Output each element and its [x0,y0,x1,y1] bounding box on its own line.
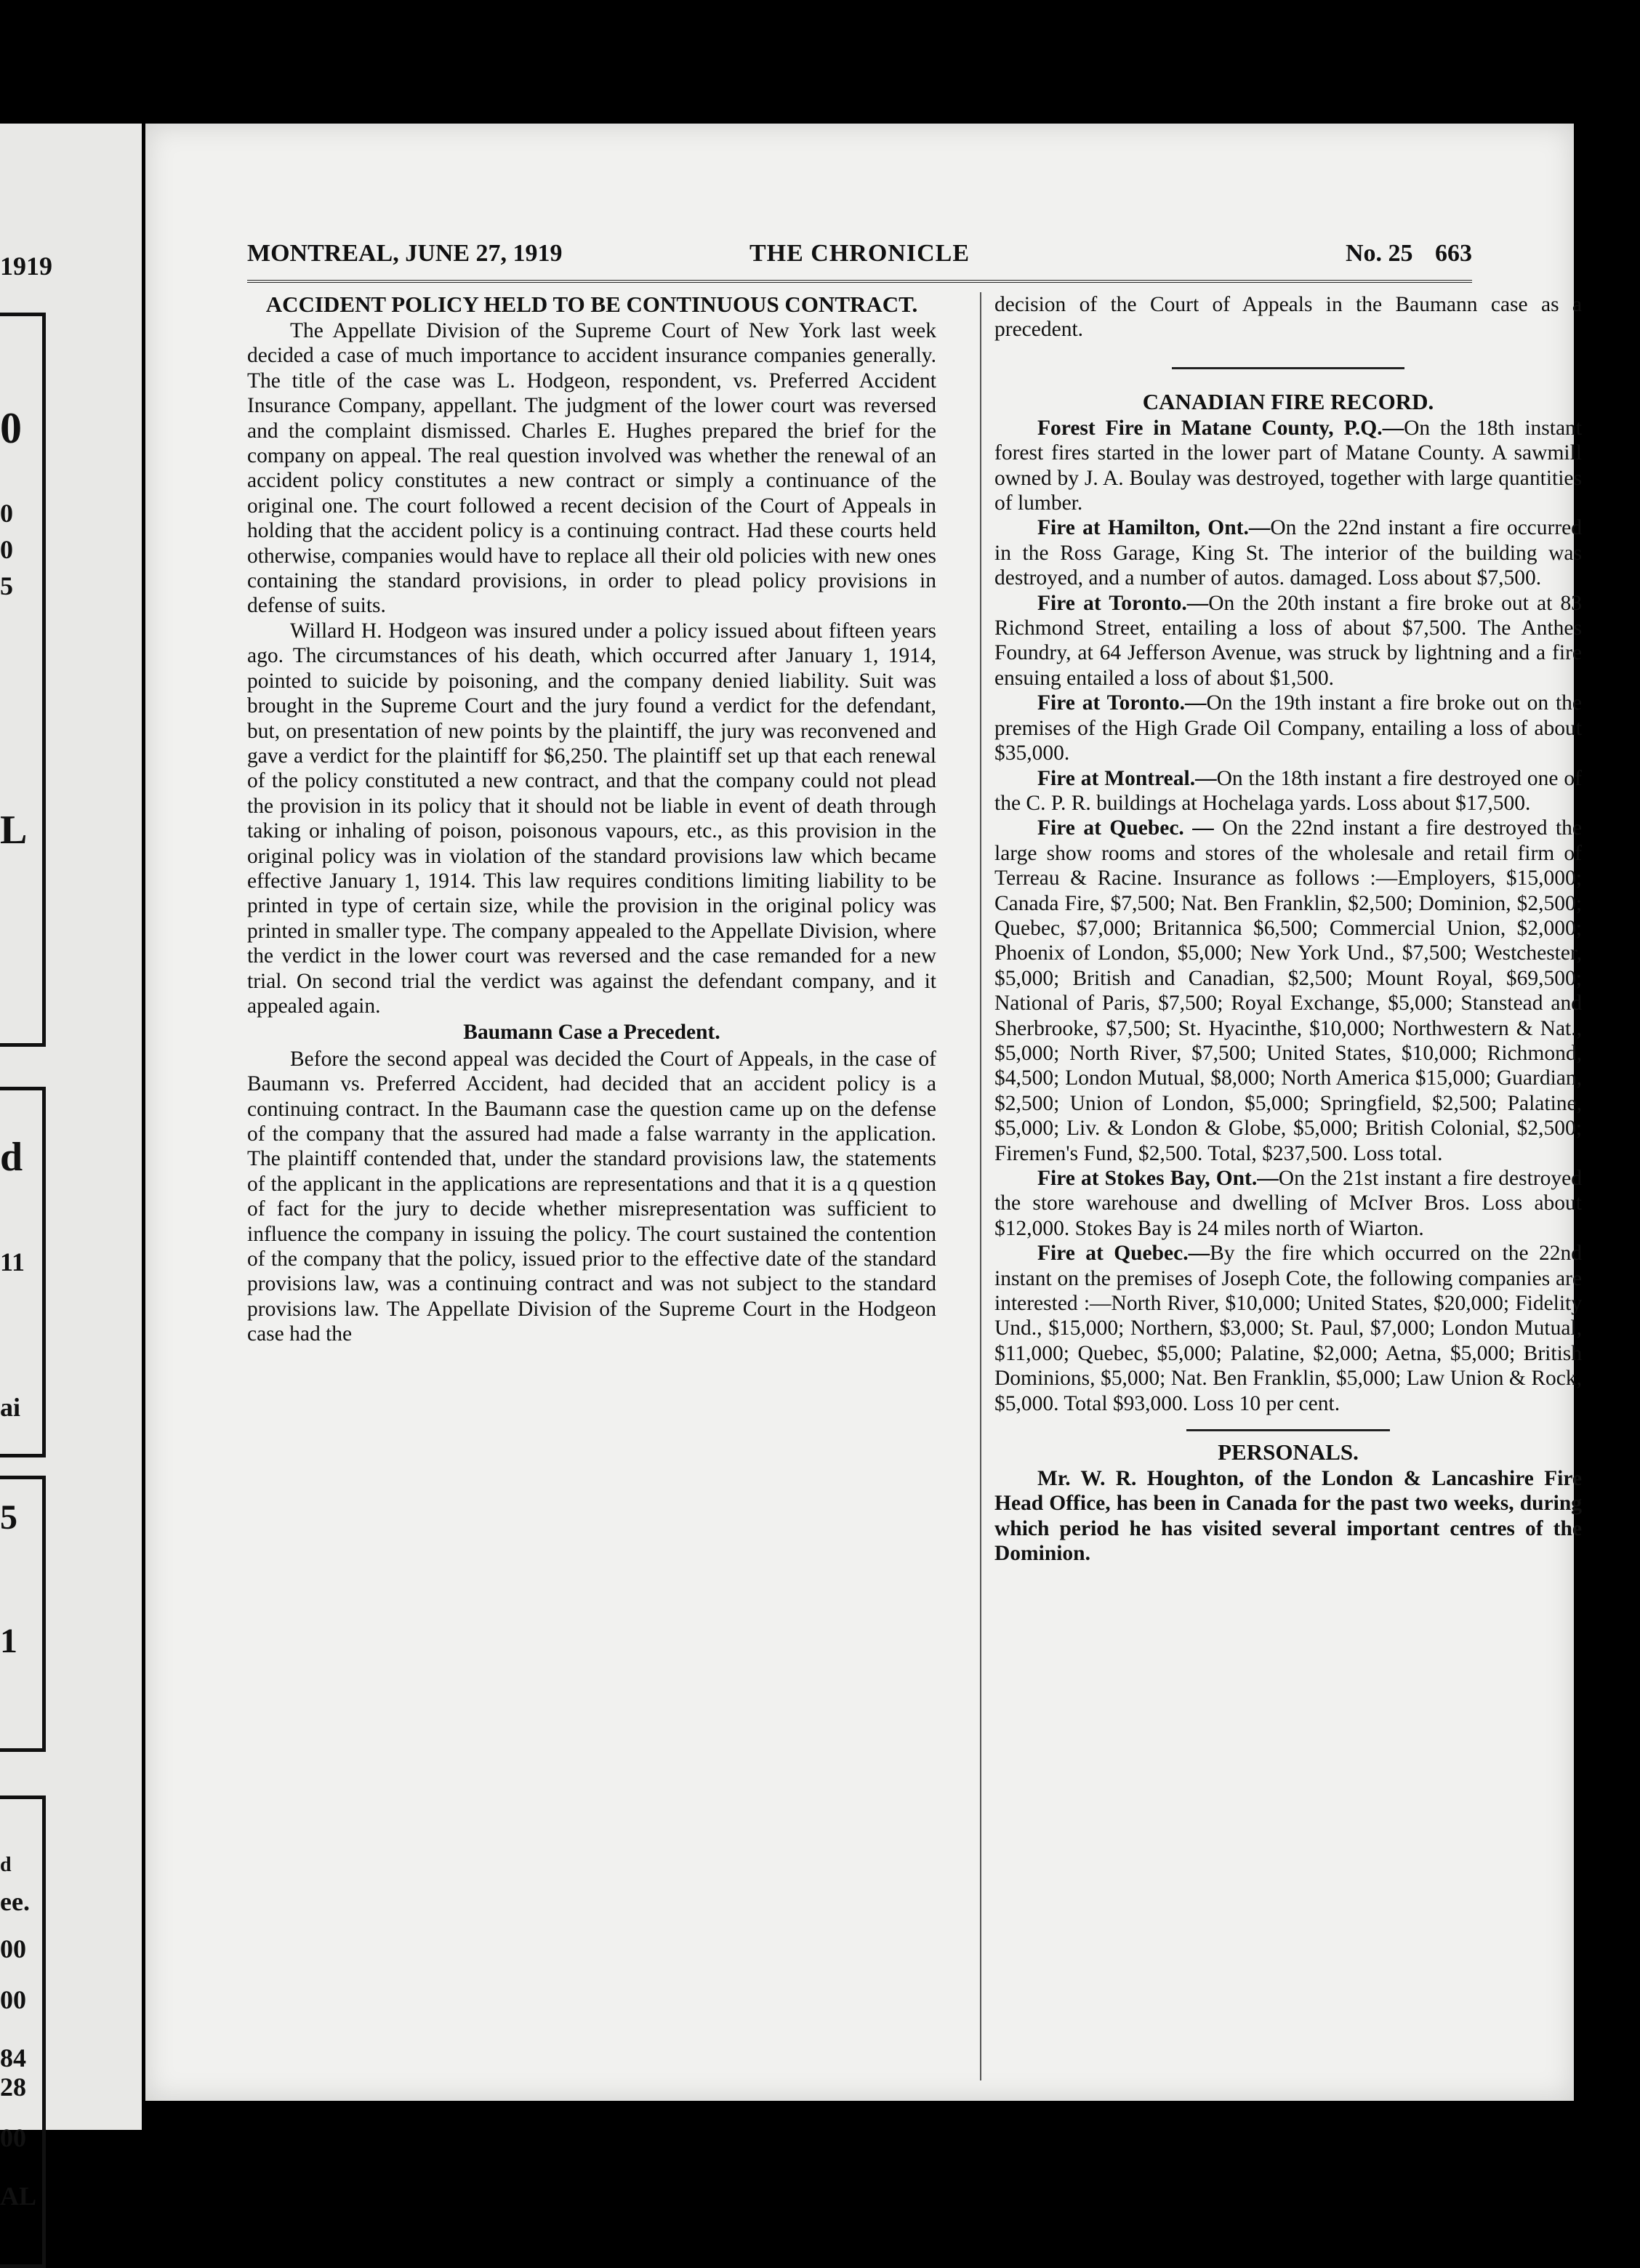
fire-item-lead: Fire at Montreal.— [1037,766,1217,790]
fire-item [994,1166,1582,1241]
fire-record-title: CANADIAN FIRE RECORD. [1142,388,1434,414]
strip-fragment: ee. [0,1887,30,1916]
strip-fragment: AL [0,2181,37,2211]
fire-item [994,1241,1582,1416]
strip-fragment: 1919 [0,252,52,281]
strip-fragment: 5 [0,571,13,600]
fire-item-lead: Fire at Stokes Bay, Ont.— [1037,1167,1279,1190]
fire-item [994,416,1582,516]
fire-item [994,691,1582,765]
fire-item-lead: Fire at Quebec. — [1037,816,1223,840]
section-rule [1186,1429,1390,1431]
fire-item-text: On the 19th instant a fire broke out on the premises of the High Grade Oil Company, entailing a loss of about $35,000. [994,691,1583,765]
header-page-number: 663 [1435,240,1472,267]
strip-fragment: 00 [0,1934,26,1963]
fire-item-text: On the 20th instant a fire broke out at 83 Richmond Street, entailing a loss of about $7,500. The Anthes Foundry, at 64 Jefferson Avenue, was struck by lightning and a fire ensuing entailed a loss of about $1,500. [994,591,1582,690]
header-title: THE CHRONICLE [749,240,970,267]
fire-item-lead: Forest Fire in Matane County, P.Q.— [1037,416,1404,440]
right-column [994,292,1582,1567]
fire-item-text: On the 18th instant forest fires started in the lower part of Matane County. A sawmill owned by J. A. Boulay was destroyed, together with large quantities of lumber. [994,416,1582,515]
strip-fragment: d [0,1135,23,1180]
fire-item-lead: Fire at Toronto.— [1037,691,1207,715]
fire-item [994,766,1582,816]
fire-item [994,515,1582,590]
strip-fragment: d [0,1854,12,1876]
strip-fragment: 00 [0,2123,26,2152]
fire-item-text: On the 21st instant a fire destroyed the store warehouse and dwelling of McIver Bros. Loss about $12,000. Stokes Bay is 24 miles north of Wiarton. [994,1167,1582,1240]
strip-fragment: 0 [0,499,13,528]
strip-fragment: 00 [0,1985,26,2014]
section-rule [1172,367,1404,369]
strip-fragment: 11 [0,1247,25,1276]
strip-fragment: 28 [0,2072,26,2102]
fire-item-text: On the 22nd instant a fire occurred in the Ross Garage, King St. The interior of the building was destroyed, and a number of autos. damaged. Loss about $7,500. [994,516,1583,590]
fire-item-text: On the 22nd instant a fire destroyed the large show rooms and stores of the wholesale and retail firm of Terreau & Racine. Insurance as follows :—Employers, $15,000; Canada Fire, $7,500; Nat. Ben Franklin, $2,500; Dominion, $2,500; Quebec, $7,000; Britannica $6,500; Commercial Union, $2,000; Phoenix of London, $5,000; New York Und., $7,500; Westchester, $5,000; British and Canadian, $2,500; Mount Royal, $69,500; National of Paris, $7,500; Royal Exchange, $5,000; Stanstead and Sherbrooke, $7,500; St. Hyacinthe, $10,000; Northwestern & Nat., $5,000; North River, $7,500; United States, $10,000; Richmond, $4,500; London Mutual, $8,000; North America $15,000; Guardian, $2,500; Union of London, $5,000; Springfield, $2,500; Palatine, $5,000; Liv. & London & Globe, $5,000; British Colonial, $2,500; Firemen's Fund, $2,500. Total, $237,500. Loss total. [994,816,1583,1165]
personals-text: Mr. W. R. Houghton, of the London & Lancashire Fire Head Office, has been in Canada for the past two weeks, during which period he has visited several important centres of the Dominion. [994,1467,1582,1566]
fire-item [994,816,1582,1166]
fire-item-lead: Fire at Toronto.— [1037,591,1209,615]
article-title: ACCIDENT POLICY HELD TO BE CONTINUOUS CONTRACT. [265,291,918,317]
fire-item-lead: Fire at Quebec.— [1037,1242,1210,1266]
strip-fragment: 0 [0,404,22,452]
article-paragraph: Before the second appeal was decided the Court of Appeals, in the case of Baumann vs. Preferred Accident, had decided that an accident policy is a continuing contract. In the Baumann case the question came up on the defense of the company that the assured had made a false warranty in the application. The plaintiff contended that, under the standard provisions law, the statements of the applicant in the applications are representations and that it is a q question of fact for the jury to decide whether misrepresentation was sufficient to influence the company in issuing the policy. The court sustained the contention of the company that the policy, issued prior to the effective date of the standard provisions law, was a continuing contract and was not subject to the standard provisions law. The Appellate Division of the Supreme Court in the Hodgeon case had the [247,1047,936,1346]
article-subheading: Baumann Case a Precedent. [463,1021,720,1045]
article-paragraph: Willard H. Hodgeon was insured under a policy issued about fifteen years ago. The circumstances of his death, which occurred after January 1, 1914, pointed to suicide by poisoning, and the company denied liability. Suit was brought in the Supreme Court and the jury found a verdict for the defendant, but, on presentation of new points by the plaintiff, the jury was reconvened and gave a verdict for the plaintiff for $6,250. The plaintiff set up that each renewal of the policy constituted a new contract, and that the company could not plead the provision in its policy that it should not be liable in event of death through taking or inhaling of poison, poisonous vapours, etc., as this provision in the original policy was in violation of the standard provisions law which became effective January 1, 1914. This law requires conditions limiting liability to be printed in type of certain size, while the provision in the original policy was printed in smaller type. The company appealed to the Appellate Division, where the verdict in the lower court was reversed and the case remanded for a new trial. On second trial the verdict was against the defendant company, and it appealed again. [247,619,936,1018]
personals-title: PERSONALS. [1218,1439,1359,1465]
strip-fragment: 1 [0,1622,17,1660]
fire-item-lead: Fire at Hamilton, Ont.— [1037,516,1271,540]
strip-fragment: 84 [0,2043,26,2072]
header-number [1346,240,1472,268]
continuation-text: decision of the Court of Appeals in the Baumann case as a precedent. [994,293,1582,342]
strip-fragment: 5 [0,1498,17,1537]
newspaper-page [145,124,1583,2101]
fire-item [994,591,1582,691]
header-issue: No. 25 [1345,240,1413,267]
header-rule [247,280,1472,286]
column-divider [980,292,981,2080]
article-paragraph: The Appellate Division of the Supreme Court of New York last week decided a case of much importance to accident insurance companies generally. The title of the case was L. Hodgeon, respondent, vs. Preferred Accident Insurance Company, appellant. The judgment of the lower court was reversed and the complaint dismissed. Charles E. Hughes prepared the brief for the company on appeal. The real question involved was whether the renewal of an accident policy constitutes a new contract or simply a continuance of the original one. The court followed a recent decision of the Court of Appeals in holding that the accident policy is a continuing contract. Had these courts held otherwise, companies would have to replace all their old policies with new ones containing the standard provisions, in order to plead policy provisions in defense of suits. [247,319,936,618]
page-header [247,240,1472,275]
fire-item-text: By the fire which occurred on the 22nd instant on the premises of Joseph Cote, the following companies are interested :—North River, $10,000; United States, $20,000; Fidelity Und., $15,000; Northern, $3,000; St. Paul, $7,000; London Mutual, $11,000; Quebec, $5,000; Palatine, $2,000; Aetna, $5,000; British Dominions, $5,000; Nat. Ben Franklin, $5,000; Law Union & Rock, $5,000. Total $93,000. Loss 10 per cent. [994,1242,1583,1415]
adjacent-page-strip [0,124,142,2211]
left-column [247,292,936,1347]
strip-fragment: L [0,808,28,853]
strip-fragment: 0 [0,535,13,564]
strip-fragment: ai [0,1393,21,1422]
fire-item-text: On the 18th instant a fire destroyed one of the C. P. R. buildings at Hochelaga yards. Loss about $17,500. [994,766,1582,815]
header-date: MONTREAL, JUNE 27, 1919 [247,240,563,267]
